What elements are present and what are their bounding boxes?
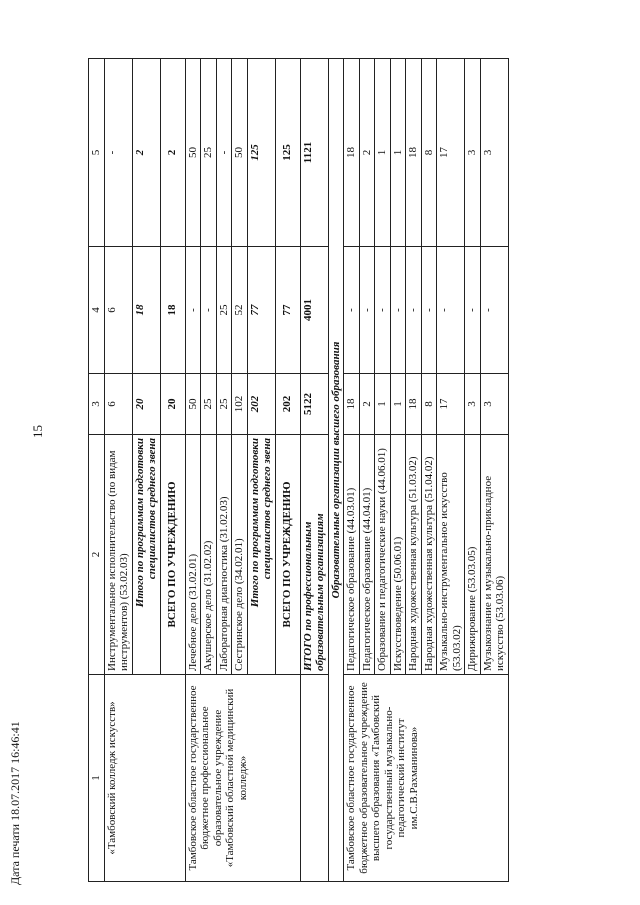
value-cell: 4001: [300, 247, 328, 374]
value-cell: 202: [275, 374, 300, 435]
value-cell: 77: [275, 247, 300, 374]
value-cell: 17: [437, 59, 465, 247]
value-cell: 1121: [300, 59, 328, 247]
institution-name: Тамбовское областное государственное бюджетное профессиональное образовательное учреждение «Тамбовский областной медицинский колледж»: [185, 675, 300, 882]
value-cell: 3: [480, 374, 508, 435]
value-cell: 20: [132, 374, 160, 435]
rotated-table-container: [88, 59, 610, 882]
program-name: Образование и педагогические науки (44.06.01): [375, 435, 391, 675]
value-cell: -: [359, 247, 375, 374]
program-name: Дирижирование (53.03.05): [465, 435, 481, 675]
header-cell: 1: [89, 675, 105, 882]
program-name: Музыкознание и музыкально-прикладное искусство (53.03.06): [480, 435, 508, 675]
program-name: Искусствоведение (50.06.01): [390, 435, 406, 675]
table-row: [104, 59, 132, 882]
value-cell: -: [185, 247, 201, 374]
section-heading: Образовательные организации высшего образования: [328, 59, 344, 882]
value-cell: 3: [465, 374, 481, 435]
program-name: Педагогическое образование (44.03.01): [344, 435, 360, 675]
value-cell: 25: [201, 59, 217, 247]
value-cell: 25: [216, 374, 232, 435]
table-row: [185, 59, 201, 882]
value-cell: 20: [160, 374, 185, 435]
header-cell: 2: [89, 435, 105, 675]
value-cell: 6: [104, 374, 132, 435]
program-name: Лечебное дело (31.02.01): [185, 435, 201, 675]
value-cell: 2: [132, 59, 160, 247]
program-name: Сестринское дело (34.02.01): [232, 435, 248, 675]
value-cell: 52: [232, 247, 248, 374]
value-cell: 25: [216, 247, 232, 374]
value-cell: 125: [275, 59, 300, 247]
table-row: [344, 59, 360, 882]
program-name: Народная художественная культура (51.03.02): [406, 435, 422, 675]
value-cell: 102: [232, 374, 248, 435]
value-cell: -: [437, 247, 465, 374]
value-cell: 2: [359, 59, 375, 247]
value-cell: -: [465, 247, 481, 374]
value-cell: 8: [421, 59, 437, 247]
value-cell: 5122: [300, 374, 328, 435]
value-cell: 25: [201, 374, 217, 435]
value-cell: 202: [247, 374, 275, 435]
header-cell: 4: [89, 247, 105, 374]
value-cell: 18: [344, 374, 360, 435]
total-label: ВСЕГО ПО УЧРЕЖДЕНИЮ: [160, 435, 185, 675]
header-row: [89, 59, 105, 882]
value-cell: 18: [406, 374, 422, 435]
value-cell: 18: [406, 59, 422, 247]
value-cell: 50: [232, 59, 248, 247]
program-name: Педагогическое образование (44.04.01): [359, 435, 375, 675]
value-cell: 2: [359, 374, 375, 435]
value-cell: 1: [375, 374, 391, 435]
value-cell: 50: [185, 59, 201, 247]
header-cell: 3: [89, 374, 105, 435]
value-cell: -: [344, 247, 360, 374]
value-cell: 50: [185, 374, 201, 435]
program-name: Акушерское дело (31.02.02): [201, 435, 217, 675]
value-cell: 6: [104, 247, 132, 374]
grand-total-row: [300, 59, 328, 882]
subtotal-label: Итого по программам подготовки специалистов среднего звена: [247, 435, 275, 675]
value-cell: 2: [160, 59, 185, 247]
header-cell: 5: [89, 59, 105, 247]
value-cell: 17: [437, 374, 465, 435]
value-cell: 1: [390, 59, 406, 247]
institution-name: «Тамбовский колледж искусств»: [104, 675, 185, 882]
value-cell: 77: [247, 247, 275, 374]
institution-name: Тамбовское областное государственное бюджетное образовательное учреждение высшего образования «Тамбовский государственный музыкально-педагогический институт им.С.В.Рахманинова»: [344, 675, 509, 882]
empty-cell: [300, 675, 328, 882]
value-cell: 3: [465, 59, 481, 247]
value-cell: 8: [421, 374, 437, 435]
value-cell: -: [406, 247, 422, 374]
value-cell: 3: [480, 59, 508, 247]
value-cell: -: [201, 247, 217, 374]
value-cell: -: [480, 247, 508, 374]
value-cell: 18: [344, 59, 360, 247]
page-number: 15: [30, 425, 45, 438]
admission-plan-table: [88, 58, 509, 882]
value-cell: 125: [247, 59, 275, 247]
value-cell: -: [216, 59, 232, 247]
program-name: Музыкально-инструментальное искусство (53.03.02): [437, 435, 465, 675]
value-cell: -: [421, 247, 437, 374]
total-label: ВСЕГО ПО УЧРЕЖДЕНИЮ: [275, 435, 300, 675]
value-cell: -: [104, 59, 132, 247]
subtotal-label: Итого по программам подготовки специалистов среднего звена: [132, 435, 160, 675]
value-cell: 1: [375, 59, 391, 247]
program-name: Инструментальное исполнительство (по видам инструментов) (53.02.03): [104, 435, 132, 675]
value-cell: -: [375, 247, 391, 374]
value-cell: 18: [160, 247, 185, 374]
program-name: Народная художественная культура (51.04.02): [421, 435, 437, 675]
value-cell: 1: [390, 374, 406, 435]
program-name: Лабораторная диагностика (31.02.03): [216, 435, 232, 675]
value-cell: -: [390, 247, 406, 374]
print-date: Дата печати 18.07.2017 16:46:41: [8, 721, 22, 885]
value-cell: 18: [132, 247, 160, 374]
grand-total-label: ИТОГО по профессиональным образовательным организациям: [300, 435, 328, 675]
section-heading-row: [328, 59, 344, 882]
